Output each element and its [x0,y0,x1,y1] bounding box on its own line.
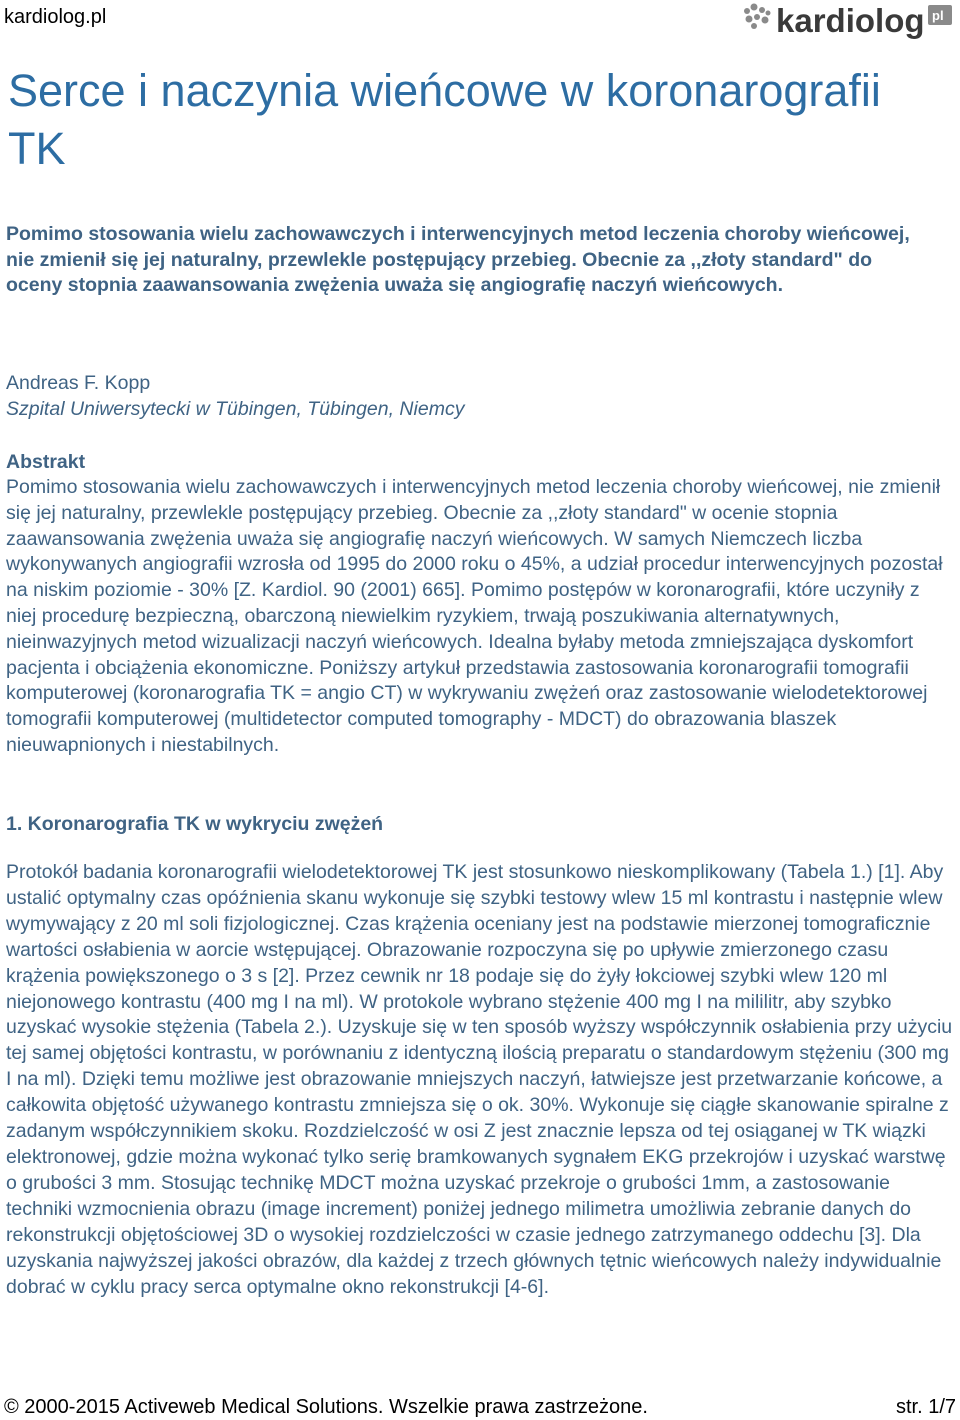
page-footer [0,1392,960,1420]
article-title: Serce i naczynia wieńcowe w koronarografii TK [8,65,881,174]
abstract-heading: Abstrakt [6,451,86,473]
section-heading: 1. Koronarografia TK w wykryciu zwężeń [6,813,384,835]
page-number: str. 1/7 [895,1396,956,1418]
article-lead: Pomimo stosowania wielu zachowawczych i interwencyjnych metod leczenia choroby wieńcowej, nie zmienił się jej naturalny, przewlekle postępujący przebieg. Obecnie za ,,złoty standard" do oceny stopnia zaawansowania zwężenia uważa się angiografię naczyń wieńcowych. [6,223,910,296]
logo-wordmark: kardiolog [776,2,925,39]
copyright-notice: © 2000-2015 Activeweb Medical Solutions. Wszelkie prawa zastrzeżone. [4,1396,648,1418]
author-name: Andreas F. Kopp [6,372,151,394]
site-name: kardiolog.pl [4,6,107,28]
logo-suffix: pl [932,8,944,23]
logo-dots-icon [744,4,771,30]
page-header [0,0,960,44]
author-block [6,370,936,422]
abstract-text: Pomimo stosowania wielu zachowawczych i interwencyjnych metod leczenia choroby wieńcowej, nie zmienił się jej naturalny, przewlekle postępujący przebieg. Obecnie za ,,złoty standard" w ocenie stopnia zaawansowania zwężenia uważa się angiografię naczyń wieńcowych. W samych Niemczech liczba wykonywanych angiografii wzrosła od 1995 do 2000 roku o 45%, a udział procedur interwencyjnych pozostał na niskim poziomie - 30% [Z. Kardiol. 90 (2001) 665]. Pomimo postępów w koronarografii, które uczyniły z niej procedurę bezpieczną, obarczoną niewielkim ryzykiem, trwają poszukiwania alternatywnych, nieinwazyjnych metod wizualizacji naczyń wieńcowych. Idealna byłaby metoda zmniejszająca dyskomfort pacjenta i obciążenia ekonomiczne. Poniższy artykuł przedstawia zastosowania koronarografii tomografii komputerowej (koronarografia TK = angio CT) w wykrywaniu zwężeń oraz zastosowanie wielodetektorowej tomografii komputerowej (multidetector computed tomography - MDCT) do obrazowania blaszek nieuwapnionych i niestabilnych. [6,476,943,756]
author-affiliation: Szpital Uniwersytecki w Tübingen, Tübingen, Niemcy [6,398,465,420]
kardiolog-logo [740,2,958,42]
section-text: Protokół badania koronarografii wielodetektorowej TK jest stosunkowo nieskomplikowany (Tabela 1.) [1]. Aby ustalić optymalny czas opóźnienia skanu wykonuje się szybki testowy wlew 15 ml kontrastu i następnie wlew wymywający z 20 ml soli fizjologicznej. Czas krążenia oceniany jest na podstawie mierzonej tomograficznie wartości osłabienia w aorcie wstępującej. Obrazowanie rozpoczyna się po upływie zmierzonego czasu krążenia powiększonego o 3 s [2]. Przez cewnik nr 18 podaje się do żyły łokciowej szybki wlew 120 ml niejonowego kontrastu (400 mg I na ml). W protokole wybrano stężenie 400 mg I na mililitr, aby szybko uzyskać wysokie stężenia (Tabela 2.). Uzyskuje się w ten sposób wyższy współczynnik osłabienia przy użyciu tej samej objętości kontrastu, w porównaniu z identyczną ilością preparatu o standardowym stężeniu (300 mg I na ml). Dzięki temu możliwe jest obrazowanie mniejszych naczyń, łatwiejsze jest przetwarzanie końcowe, a całkowita objętość używanego kontrastu zmniejsza się o ok. 30%. Wykonuje się ciągłe skanowanie spiralne z zadanym współczynnikiem skoku. Rozdzielczość w osi Z jest znacznie lepsza od tej osiąganej w TK wiązki elektronowej, gdzie można wykonać tylko serię bramkowanych sygnałem EKG przekrojów i uzyskać warstwę o grubości 3 mm. Stosując technikę MDCT można uzyskać przekroje o grubości 1mm, a zastosowanie techniki wzmocnienia obrazu (image increment) poniżej jednego milimetra umożliwia zebranie danych do rekonstrukcji objętościowej 3D o wysokiej rozdzielczości w czasie jednego zatrzymanego oddechu [3]. Dla uzyskania najwyższej jakości obrazów, dla każdej z trzech głównych tętnic wieńcowych należy indywidualnie dobrać w cyklu pracy serca optymalne okno rekonstrukcji [4-6]. [6,861,953,1298]
